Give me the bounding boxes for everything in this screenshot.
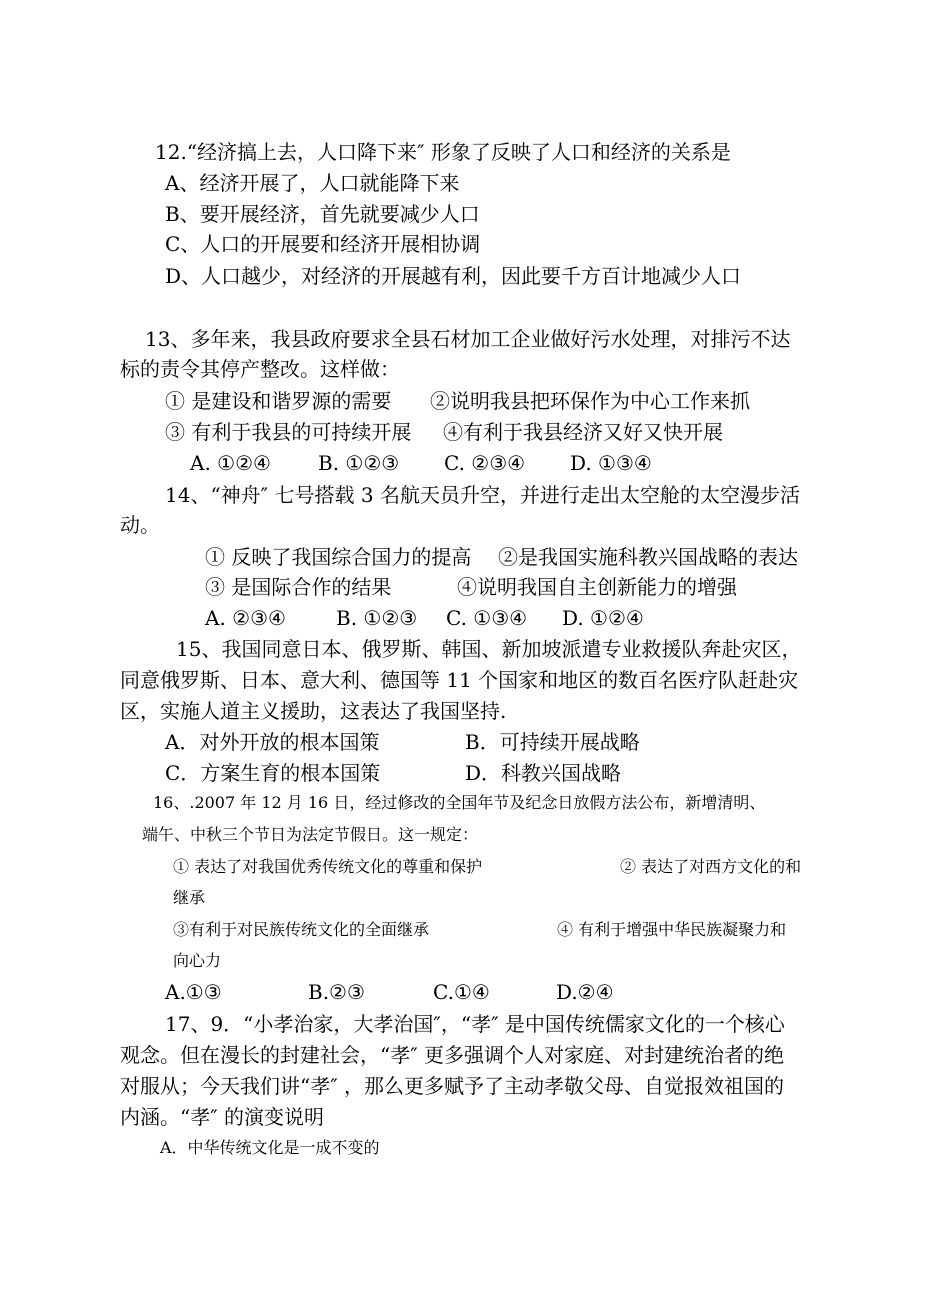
q12-option-c: C、人口的开展要和经济开展相协调 [165, 232, 481, 256]
q16-item-1: ① 表达了对我国优秀传统文化的尊重和保护 [173, 857, 483, 876]
q12-stem: 12.“经济搞上去，人口降下来″ 形象了反映了人口和经济的关系是 [155, 140, 731, 164]
q14-item-3: ③ 是国际合作的结果 [205, 575, 392, 599]
q15-choice-a: A．对外开放的根本国策 [165, 730, 380, 754]
q13-item-4: ④有利于我县经济又好又快开展 [443, 420, 723, 444]
q13-item-2: ②说明我县把环保作为中心工作来抓 [430, 389, 750, 413]
q15-stem-line-2: 同意俄罗斯、日本、意大利、德国等 11 个国家和地区的数百名医疗队赶赴灾 [120, 668, 799, 692]
q14-choice-b: B. ①②③ [336, 606, 418, 630]
q17-stem-line-1: 17、9．“小孝治家，大孝治国″，“孝″ 是中国传统儒家文化的一个核心 [165, 1012, 785, 1036]
q15-stem-line-3: 区，实施人道主义援助，这表达了我国坚持. [120, 699, 507, 723]
q16-item-4-part-2: 向心力 [173, 951, 222, 970]
q17-stem-line-2: 观念。但在漫长的封建社会，“孝″ 更多强调个人对家庭、对封建统治者的绝 [120, 1043, 785, 1067]
q15-choice-c: C．方案生育的根本国策 [165, 761, 381, 785]
q16-choice-c: C.①④ [433, 980, 490, 1004]
q13-choice-d: D. ①③④ [570, 451, 652, 475]
q14-choice-d: D. ①②④ [562, 606, 644, 630]
q15-stem-line-1: 15、我国同意日本、俄罗斯、韩国、新加坡派遣专业救援队奔赴灾区， [176, 637, 802, 661]
q17-stem-line-4: 内涵。“孝″ 的演变说明 [120, 1105, 325, 1129]
q13-stem-line-2: 标的责令其停产整改。这样做： [120, 357, 400, 381]
q16-item-2-part-2: 继承 [173, 888, 206, 907]
q14-choice-a: A. ②③④ [205, 606, 286, 630]
q12-option-d: D、人口越少，对经济的开展越有利，因此要千方百计地减少人口 [165, 264, 742, 288]
q13-choice-b: B. ①②③ [318, 451, 400, 475]
q14-stem-line-1: 14、“神舟″ 七号搭载 3 名航天员升空，并进行走出太空舱的太空漫步活 [165, 483, 800, 507]
q14-item-4: ④说明我国自主创新能力的增强 [457, 575, 737, 599]
q16-choice-a: A.①③ [165, 980, 222, 1004]
q12-option-b: B、要开展经济，首先就要减少人口 [165, 202, 480, 226]
q13-item-1: ① 是建设和谐罗源的需要 [165, 389, 392, 413]
q17-stem-line-3: 对服从；今天我们讲“孝″ ，那么更多赋予了主动孝敬父母、自觉报效祖国的 [120, 1074, 785, 1098]
q16-choice-d: D.②④ [556, 980, 614, 1004]
q15-choice-b: B．可持续开展战略 [465, 730, 640, 754]
q13-stem-line-1: 13、多年来，我县政府要求全县石材加工企业做好污水处理，对排污不达 [145, 327, 791, 351]
q14-choice-c: C. ①③④ [446, 606, 528, 630]
q14-stem-line-2: 动。 [120, 513, 160, 537]
q16-item-4-part-1: ④ 有利于增强中华民族凝聚力和 [557, 920, 787, 939]
q14-item-1: ① 反映了我国综合国力的提高 [205, 545, 472, 569]
q14-item-2: ②是我国实施科教兴国战略的表达 [498, 545, 798, 569]
q17-option-a: A．中华传统文化是一成不变的 [160, 1138, 380, 1157]
q16-stem-line-2: 端午、中秋三个节日为法定节假日。这一规定： [142, 825, 479, 844]
q12-option-a: A、经济开展了，人口就能降下来 [165, 171, 460, 195]
q15-choice-d: D．科教兴国战略 [465, 761, 622, 785]
q16-item-2-part-1: ② 表达了对西方文化的和 [620, 857, 802, 876]
q13-item-3: ③ 有利于我县的可持续开展 [165, 420, 412, 444]
q13-choice-c: C. ②③④ [444, 451, 526, 475]
q16-stem-line-1: 16、.2007 年 12 月 16 日，经过修改的全国年节及纪念日放假方法公布，新增清明、 [153, 793, 766, 812]
q13-choice-a: A. ①②④ [190, 451, 271, 475]
q16-item-3: ③有利于对民族传统文化的全面继承 [173, 920, 430, 939]
q16-choice-b: B.②③ [308, 980, 365, 1004]
